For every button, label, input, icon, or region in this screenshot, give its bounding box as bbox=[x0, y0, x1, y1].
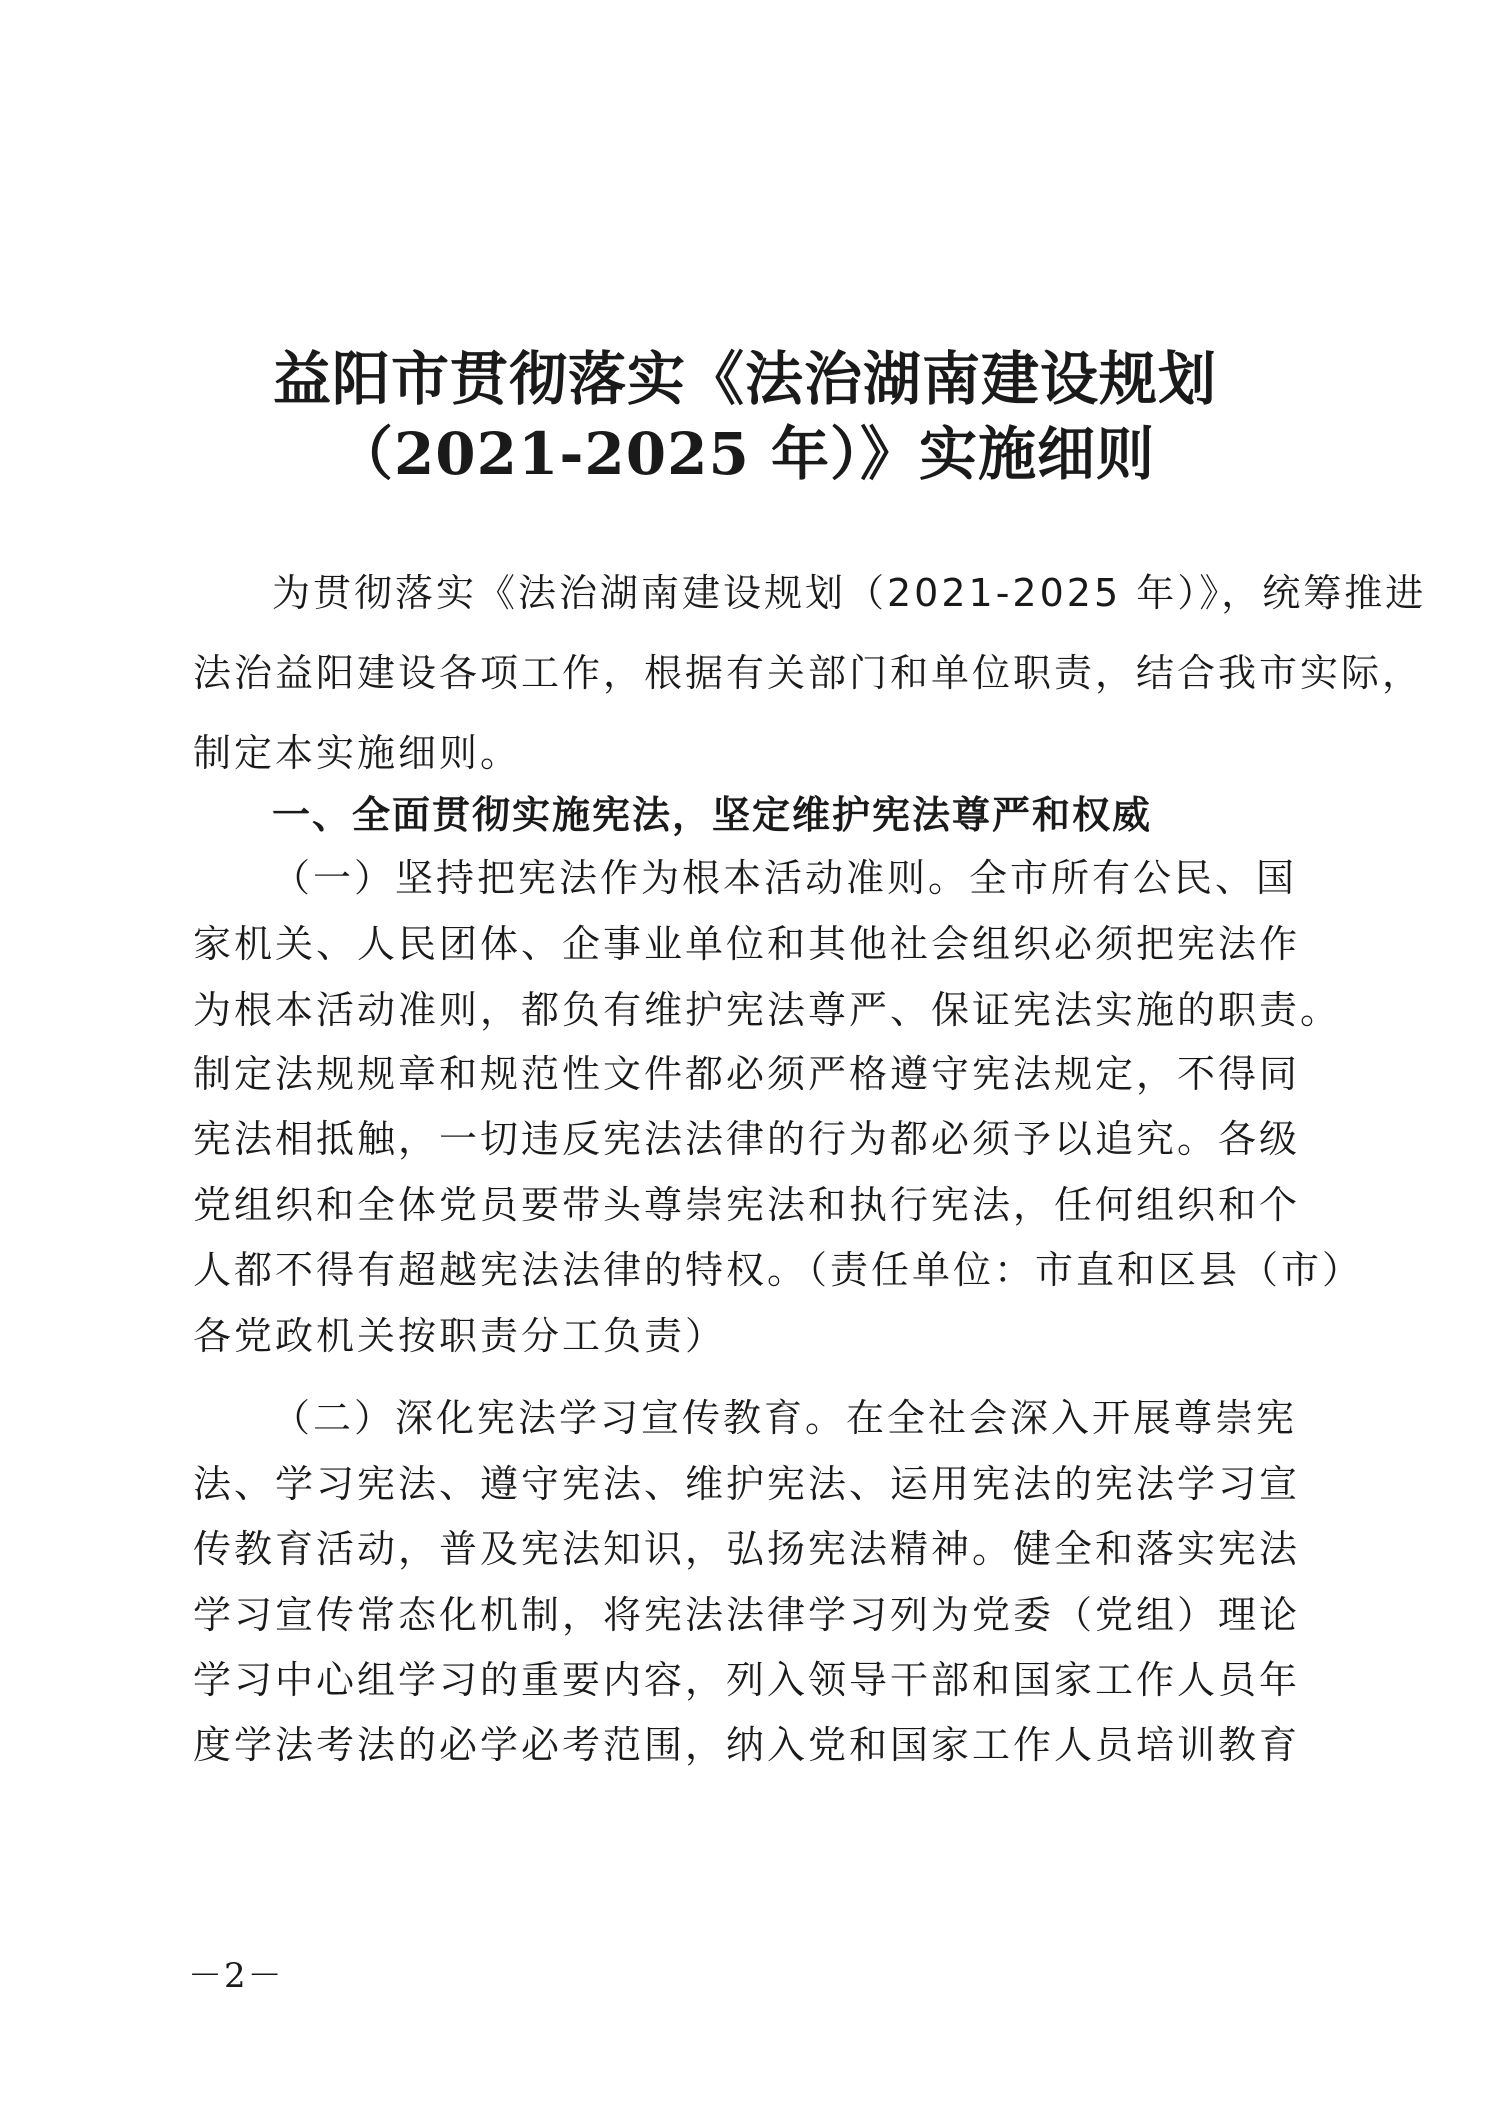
item-2-line-2: 法、学习宪法、遵守宪法、维护宪法、运用宪法的宪法学习宣 bbox=[193, 1462, 1301, 1506]
intro-line-2: 法治益阳建设各项工作，根据有关部门和单位职责，结合我市实际， bbox=[193, 651, 1424, 695]
intro-line-3: 制定本实施细则。 bbox=[193, 731, 522, 775]
item-1-line-7: 人都不得有超越宪法法律的特权。（责任单位：市直和区县（市） bbox=[193, 1248, 1364, 1292]
document-title-line-2: （2021-2025 年）》实施细则 bbox=[334, 420, 1156, 488]
item-1-line-4: 制定法规规章和规范性文件都必须严格遵守宪法规定，不得同 bbox=[193, 1052, 1301, 1096]
page-number: －2－ bbox=[188, 1956, 284, 1996]
item-1-line-3: 为根本活动准则，都负有维护宪法尊严、保证宪法实施的职责。 bbox=[193, 988, 1342, 1032]
item-1-line-1: （一）坚持把宪法作为根本活动准则。全市所有公民、国 bbox=[272, 856, 1298, 900]
item-1-line-5: 宪法相抵触，一切违反宪法法律的行为都必须予以追究。各级 bbox=[193, 1117, 1301, 1161]
section-1-heading: 一、全面贯彻实施宪法，坚定维护宪法尊严和权威 bbox=[272, 793, 1153, 837]
item-2-line-3: 传教育活动，普及宪法知识，弘扬宪法精神。健全和落实宪法 bbox=[193, 1527, 1301, 1571]
item-2-line-4: 学习宣传常态化机制，将宪法法律学习列为党委（党组）理论 bbox=[193, 1593, 1301, 1637]
item-1-line-2: 家机关、人民团体、企事业单位和其他社会组织必须把宪法作 bbox=[193, 922, 1301, 966]
intro-line-1: 为贯彻落实《法治湖南建设规划（2021-2025 年）》，统筹推进 bbox=[272, 571, 1427, 615]
item-2-line-5: 学习中心组学习的重要内容，列入领导干部和国家工作人员年 bbox=[193, 1658, 1301, 1702]
item-2-line-1: （二）深化宪法学习宣传教育。在全社会深入开展尊崇宪 bbox=[272, 1396, 1298, 1440]
item-1-line-6: 党组织和全体党员要带头尊崇宪法和执行宪法，任何组织和个 bbox=[193, 1183, 1301, 1227]
item-2-line-6: 度学法考法的必学必考范围，纳入党和国家工作人员培训教育 bbox=[193, 1723, 1301, 1767]
item-1-line-8: 各党政机关按职责分工负责） bbox=[193, 1314, 727, 1358]
document-title-line-1: 益阳市贯彻落实《法治湖南建设规划 bbox=[272, 345, 1217, 413]
